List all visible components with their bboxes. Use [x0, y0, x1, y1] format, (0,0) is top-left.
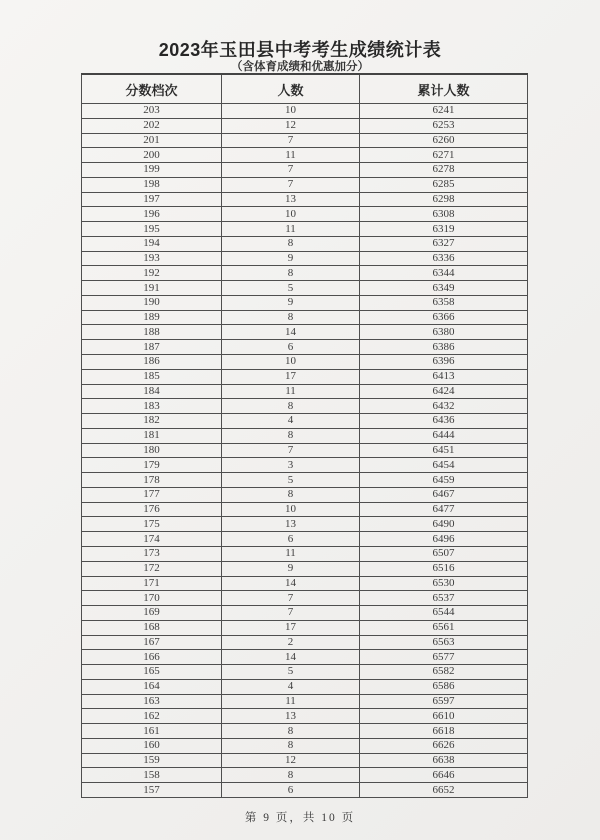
count-cell: 2 — [222, 635, 360, 650]
table-row — [82, 694, 528, 709]
count-cell: 17 — [222, 620, 360, 635]
score-bracket-cell: 165 — [82, 665, 222, 680]
cumulative-count-cell: 6577 — [360, 650, 528, 665]
cumulative-count-cell: 6638 — [360, 753, 528, 768]
count-cell: 9 — [222, 295, 360, 310]
table-row — [82, 104, 528, 119]
table-row — [82, 236, 528, 251]
count-cell: 8 — [222, 310, 360, 325]
table-row — [82, 591, 528, 606]
cumulative-count-cell: 6652 — [360, 783, 528, 798]
score-bracket-cell: 172 — [82, 561, 222, 576]
count-cell: 11 — [222, 546, 360, 561]
table-row — [82, 458, 528, 473]
table-row — [82, 502, 528, 517]
score-bracket-cell: 196 — [82, 207, 222, 222]
count-cell: 8 — [222, 738, 360, 753]
score-bracket-cell: 191 — [82, 281, 222, 296]
cumulative-count-cell: 6327 — [360, 236, 528, 251]
score-bracket-cell: 162 — [82, 709, 222, 724]
score-bracket-cell: 194 — [82, 236, 222, 251]
score-bracket-cell: 184 — [82, 384, 222, 399]
cumulative-count-cell: 6496 — [360, 532, 528, 547]
score-bracket-cell: 188 — [82, 325, 222, 340]
score-bracket-cell: 158 — [82, 768, 222, 783]
count-cell: 8 — [222, 724, 360, 739]
table-row — [82, 679, 528, 694]
count-cell: 10 — [222, 502, 360, 517]
score-bracket-cell: 175 — [82, 517, 222, 532]
table-row — [82, 295, 528, 310]
score-bracket-cell: 171 — [82, 576, 222, 591]
cumulative-count-cell: 6436 — [360, 414, 528, 429]
cumulative-count-cell: 6586 — [360, 679, 528, 694]
cumulative-count-cell: 6459 — [360, 473, 528, 488]
count-cell: 7 — [222, 133, 360, 148]
cumulative-count-cell: 6561 — [360, 620, 528, 635]
table-row — [82, 665, 528, 680]
table-header-row — [82, 74, 528, 104]
cumulative-count-cell: 6413 — [360, 369, 528, 384]
table-row — [82, 266, 528, 281]
score-bracket-cell: 178 — [82, 473, 222, 488]
cumulative-count-cell: 6285 — [360, 177, 528, 192]
cumulative-count-cell: 6366 — [360, 310, 528, 325]
cumulative-count-cell: 6626 — [360, 738, 528, 753]
score-bracket-cell: 174 — [82, 532, 222, 547]
cumulative-count-cell: 6380 — [360, 325, 528, 340]
score-bracket-cell: 201 — [82, 133, 222, 148]
score-statistics-table — [81, 73, 528, 798]
cumulative-count-cell: 6344 — [360, 266, 528, 281]
cumulative-count-cell: 6336 — [360, 251, 528, 266]
cumulative-count-cell: 6477 — [360, 502, 528, 517]
cumulative-count-cell: 6544 — [360, 606, 528, 621]
score-bracket-cell: 161 — [82, 724, 222, 739]
count-cell: 8 — [222, 487, 360, 502]
table-row — [82, 473, 528, 488]
table-row — [82, 546, 528, 561]
score-bracket-cell: 185 — [82, 369, 222, 384]
count-cell: 8 — [222, 768, 360, 783]
score-bracket-cell: 199 — [82, 163, 222, 178]
score-bracket-cell: 181 — [82, 428, 222, 443]
count-cell: 9 — [222, 561, 360, 576]
count-cell: 11 — [222, 148, 360, 163]
cumulative-count-cell: 6278 — [360, 163, 528, 178]
table-row — [82, 517, 528, 532]
cumulative-count-cell: 6319 — [360, 222, 528, 237]
score-bracket-cell: 198 — [82, 177, 222, 192]
cumulative-count-cell: 6271 — [360, 148, 528, 163]
table-row — [82, 310, 528, 325]
cumulative-count-cell: 6563 — [360, 635, 528, 650]
table-row — [82, 340, 528, 355]
score-bracket-cell: 180 — [82, 443, 222, 458]
table-row — [82, 118, 528, 133]
table-row — [82, 443, 528, 458]
count-cell: 11 — [222, 222, 360, 237]
page-number: 第 9 页，共 10 页 — [244, 812, 356, 824]
page-subtitle: （含体育成绩和优惠加分） — [231, 61, 369, 73]
table-header — [82, 74, 528, 104]
count-cell: 13 — [222, 709, 360, 724]
table-row — [82, 369, 528, 384]
table-row — [82, 148, 528, 163]
count-cell: 3 — [222, 458, 360, 473]
score-bracket-cell: 195 — [82, 222, 222, 237]
score-bracket-cell: 159 — [82, 753, 222, 768]
count-cell: 14 — [222, 576, 360, 591]
count-cell: 5 — [222, 281, 360, 296]
cumulative-count-cell: 6298 — [360, 192, 528, 207]
count-cell: 10 — [222, 355, 360, 370]
count-cell: 14 — [222, 650, 360, 665]
count-cell: 7 — [222, 606, 360, 621]
page-title: 2023年玉田县中考考生成绩统计表 — [158, 40, 442, 60]
table-row — [82, 635, 528, 650]
count-cell: 7 — [222, 177, 360, 192]
cumulative-count-cell: 6582 — [360, 665, 528, 680]
cumulative-count-cell: 6646 — [360, 768, 528, 783]
table-row — [82, 251, 528, 266]
table-row — [82, 576, 528, 591]
cumulative-count-cell: 6386 — [360, 340, 528, 355]
score-bracket-cell: 177 — [82, 487, 222, 502]
count-cell: 5 — [222, 665, 360, 680]
cumulative-count-cell: 6358 — [360, 295, 528, 310]
cumulative-count-cell: 6597 — [360, 694, 528, 709]
score-bracket-cell: 166 — [82, 650, 222, 665]
table-row — [82, 399, 528, 414]
cumulative-count-cell: 6444 — [360, 428, 528, 443]
count-cell: 8 — [222, 236, 360, 251]
score-bracket-cell: 160 — [82, 738, 222, 753]
table-row — [82, 355, 528, 370]
table-row — [82, 753, 528, 768]
table-row — [82, 222, 528, 237]
score-bracket-cell: 193 — [82, 251, 222, 266]
count-cell: 11 — [222, 384, 360, 399]
table-row — [82, 620, 528, 635]
score-bracket-cell: 163 — [82, 694, 222, 709]
count-cell: 17 — [222, 369, 360, 384]
score-bracket-cell: 182 — [82, 414, 222, 429]
col-header-score-bracket: 分数档次 — [82, 74, 222, 104]
count-cell: 12 — [222, 753, 360, 768]
table-row — [82, 163, 528, 178]
count-cell: 10 — [222, 104, 360, 119]
table-row — [82, 606, 528, 621]
cumulative-count-cell: 6241 — [360, 104, 528, 119]
score-bracket-cell: 176 — [82, 502, 222, 517]
table-row — [82, 650, 528, 665]
table-row — [82, 177, 528, 192]
score-bracket-cell: 192 — [82, 266, 222, 281]
cumulative-count-cell: 6467 — [360, 487, 528, 502]
score-bracket-cell: 167 — [82, 635, 222, 650]
count-cell: 11 — [222, 694, 360, 709]
score-bracket-cell: 169 — [82, 606, 222, 621]
cumulative-count-cell: 6610 — [360, 709, 528, 724]
col-header-count: 人数 — [222, 74, 360, 104]
cumulative-count-cell: 6349 — [360, 281, 528, 296]
table-row — [82, 561, 528, 576]
count-cell: 7 — [222, 163, 360, 178]
count-cell: 4 — [222, 679, 360, 694]
score-bracket-cell: 203 — [82, 104, 222, 119]
count-cell: 8 — [222, 266, 360, 281]
table-row — [82, 487, 528, 502]
table-row — [82, 709, 528, 724]
score-bracket-cell: 173 — [82, 546, 222, 561]
table-row — [82, 207, 528, 222]
score-bracket-cell: 200 — [82, 148, 222, 163]
cumulative-count-cell: 6308 — [360, 207, 528, 222]
count-cell: 14 — [222, 325, 360, 340]
cumulative-count-cell: 6530 — [360, 576, 528, 591]
cumulative-count-cell: 6432 — [360, 399, 528, 414]
count-cell: 6 — [222, 340, 360, 355]
score-bracket-cell: 164 — [82, 679, 222, 694]
score-bracket-cell: 197 — [82, 192, 222, 207]
score-bracket-cell: 189 — [82, 310, 222, 325]
count-cell: 5 — [222, 473, 360, 488]
cumulative-count-cell: 6396 — [360, 355, 528, 370]
table-row — [82, 783, 528, 798]
cumulative-count-cell: 6490 — [360, 517, 528, 532]
count-cell: 7 — [222, 443, 360, 458]
count-cell: 6 — [222, 532, 360, 547]
table-row — [82, 133, 528, 148]
table-row — [82, 192, 528, 207]
score-bracket-cell: 179 — [82, 458, 222, 473]
count-cell: 12 — [222, 118, 360, 133]
count-cell: 6 — [222, 783, 360, 798]
table-row — [82, 384, 528, 399]
cumulative-count-cell: 6507 — [360, 546, 528, 561]
cumulative-count-cell: 6454 — [360, 458, 528, 473]
score-bracket-cell: 168 — [82, 620, 222, 635]
table-row — [82, 768, 528, 783]
score-bracket-cell: 170 — [82, 591, 222, 606]
count-cell: 8 — [222, 428, 360, 443]
table-row — [82, 428, 528, 443]
cumulative-count-cell: 6537 — [360, 591, 528, 606]
cumulative-count-cell: 6516 — [360, 561, 528, 576]
cumulative-count-cell: 6253 — [360, 118, 528, 133]
count-cell: 8 — [222, 399, 360, 414]
cumulative-count-cell: 6618 — [360, 724, 528, 739]
score-bracket-cell: 190 — [82, 295, 222, 310]
count-cell: 10 — [222, 207, 360, 222]
table-row — [82, 281, 528, 296]
cumulative-count-cell: 6451 — [360, 443, 528, 458]
count-cell: 13 — [222, 517, 360, 532]
table-row — [82, 414, 528, 429]
col-header-cumulative-count: 累计人数 — [360, 74, 528, 104]
cumulative-count-cell: 6424 — [360, 384, 528, 399]
count-cell: 4 — [222, 414, 360, 429]
table-row — [82, 738, 528, 753]
cumulative-count-cell: 6260 — [360, 133, 528, 148]
score-bracket-cell: 202 — [82, 118, 222, 133]
table-row — [82, 724, 528, 739]
score-bracket-cell: 183 — [82, 399, 222, 414]
score-bracket-cell: 187 — [82, 340, 222, 355]
count-cell: 7 — [222, 591, 360, 606]
count-cell: 13 — [222, 192, 360, 207]
count-cell: 9 — [222, 251, 360, 266]
score-bracket-cell: 186 — [82, 355, 222, 370]
table-body — [82, 104, 528, 798]
table-row — [82, 325, 528, 340]
table-row — [82, 532, 528, 547]
score-bracket-cell: 157 — [82, 783, 222, 798]
